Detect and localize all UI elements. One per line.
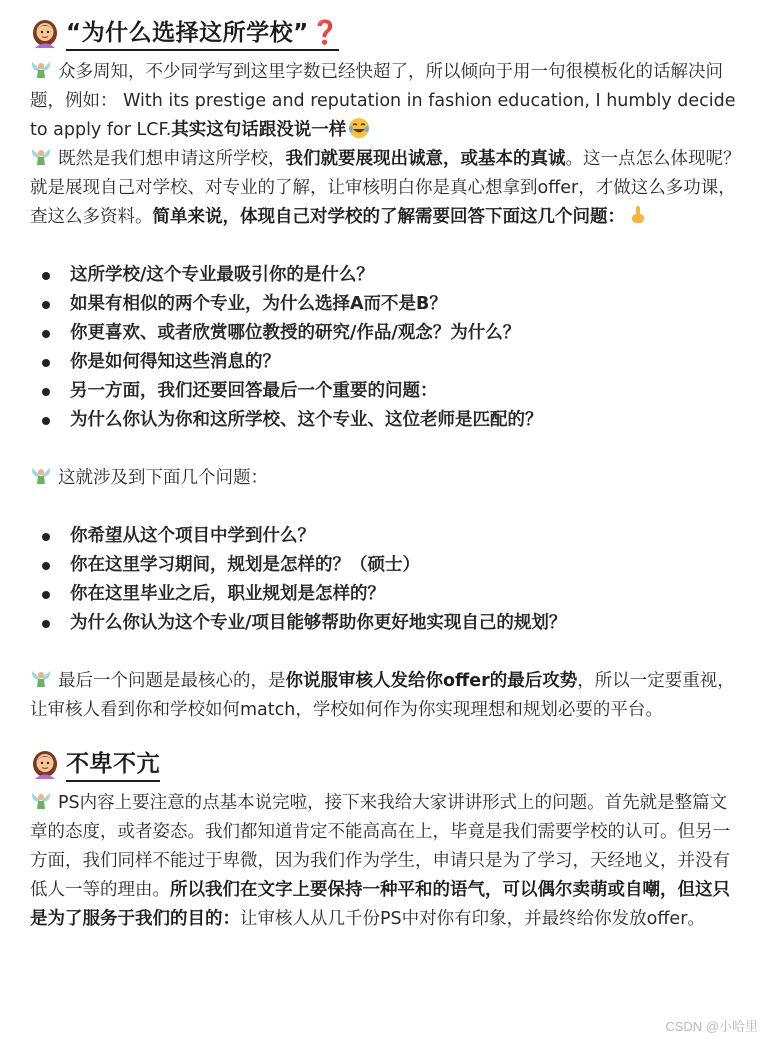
fairy-emoji-icon (30, 60, 52, 80)
list-item: 另一方面，我们还要回答最后一个重要的问题： (40, 377, 742, 406)
plan-questions-list (30, 522, 742, 638)
section-heading-why-school (30, 14, 742, 54)
laughing-tears-emoji-icon (348, 117, 370, 139)
core-question-paragraph: 最后一个问题是最核心的，是你说服审核人发给你offer的最后攻势，所以一定要重视，让审核人看到你和学校如何match，学校如何作为你实现理想和规划必要的平台。 (30, 671, 735, 720)
question-mark-icon: ❓ (309, 18, 340, 51)
fairy-emoji-icon (30, 669, 52, 689)
section-title: “为什么选择这所学校” (66, 18, 309, 51)
list-item: 为什么你认为这个专业/项目能够帮助你更好地实现自己的规划？ (40, 609, 742, 638)
section-title: 不卑不亢 (66, 749, 160, 782)
list-item: 你是如何得知这些消息的？ (40, 348, 742, 377)
list-item: 这所学校/这个专业最吸引你的是什么？ (40, 261, 742, 290)
attitude-paragraph: PS内容上要注意的点基本说完啦，接下来我给大家讲讲形式上的问题。首先就是整篇文章的态度，或者姿态。我们都知道肯定不能高高在上，毕竟是我们需要学校的认可。但另一方面，我们同样不能过于卑微，因为我们作为学生，申请只是为了学习，天经地义，并没有低人一等的理由。所以我们在文字上要保持一种平和的语气，可以偶尔卖萌或自嘲，但这只是为了服务于我们的目的：让审核人从几千份PS中对你有印象，并最终给你发放offer。 (30, 793, 730, 929)
woman-emoji-icon (30, 750, 60, 780)
sincerity-paragraph: 既然是我们想申请这所学校，我们就要展现出诚意，或基本的真诚。这一点怎么体现呢？就是展现自己对学校、对专业的了解，让审核明白你是真心想拿到offer，才做这么多功课，查这么多资料。简单来说，体现自己对学校的了解需要回答下面这几个问题： (30, 149, 741, 227)
watermark: CSDN @小哈里 (665, 1019, 758, 1034)
list-item: 你在这里毕业之后，职业规划是怎样的？ (40, 580, 742, 609)
fairy-emoji-icon (30, 466, 52, 486)
list-item: 为什么你认为你和这所学校、这个专业、这位老师是匹配的？ (40, 406, 742, 435)
section-heading-attitude (30, 745, 742, 785)
intro-paragraph: 众多周知，不少同学写到这里字数已经快超了，所以倾向于用一句很模板化的话解决问题，例如： With its prestige and reputation in fashion education, I humbly decide to apply for LCF.其实这句话跟没说一样 (30, 62, 736, 140)
article (30, 14, 742, 934)
fairy-emoji-icon (30, 147, 52, 167)
list-item: 你希望从这个项目中学到什么？ (40, 522, 742, 551)
pointing-down-emoji-icon (627, 204, 649, 226)
list-item: 你在这里学习期间，规划是怎样的？（硕士） (40, 551, 742, 580)
followup-paragraph: 这就涉及到下面几个问题： (30, 464, 742, 493)
list-item: 你更喜欢、或者欣赏哪位教授的研究/作品/观念？为什么？ (40, 319, 742, 348)
fairy-emoji-icon (30, 791, 52, 811)
list-item: 如果有相似的两个专业，为什么选择A而不是B？ (40, 290, 742, 319)
school-questions-list (30, 261, 742, 435)
woman-emoji-icon (30, 19, 60, 49)
